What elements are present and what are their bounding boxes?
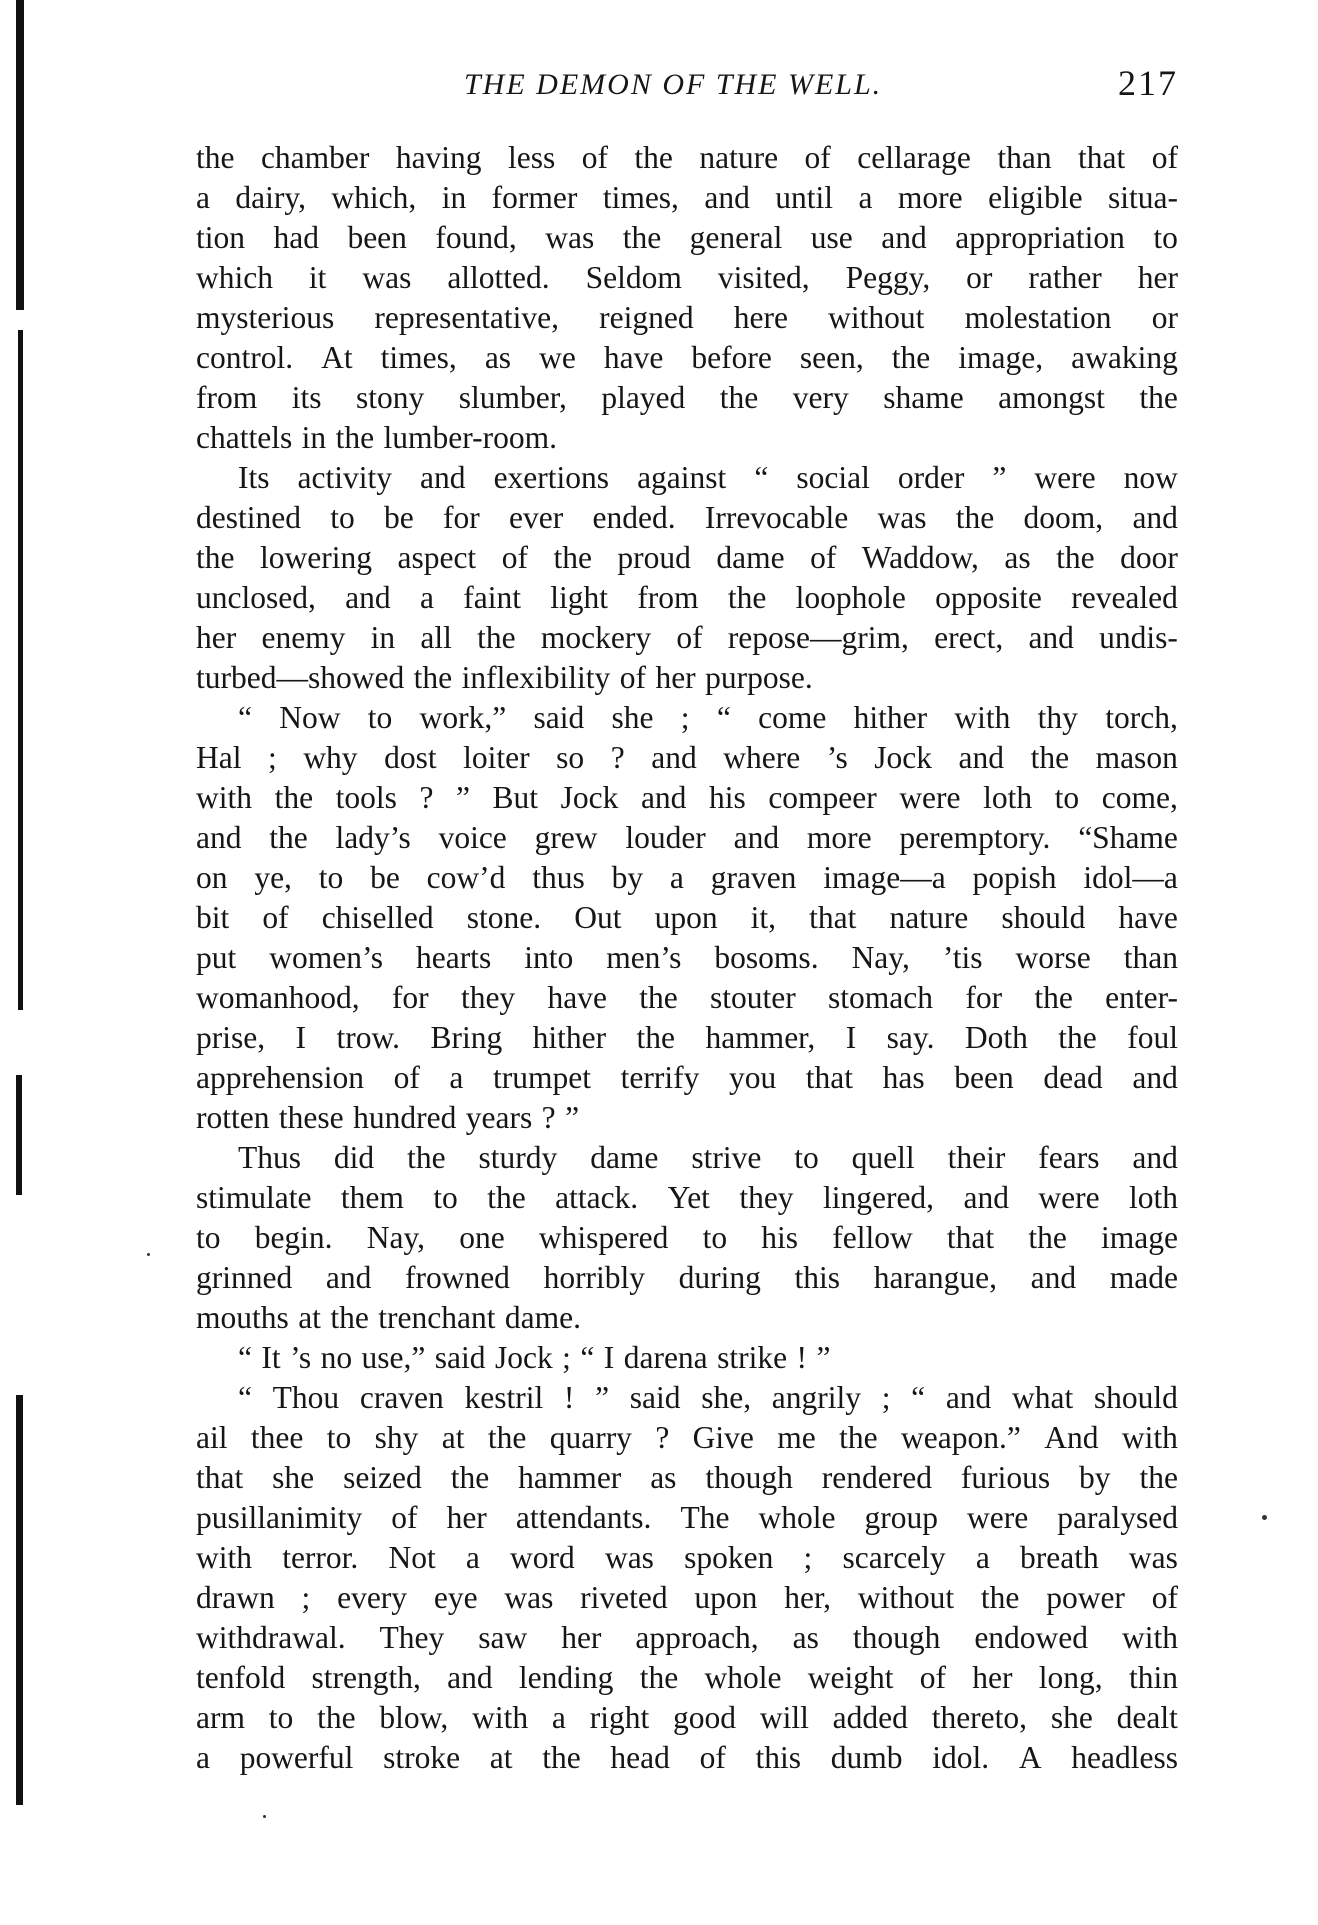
text-line: “ Now to work,” said she ; “ come hither with thy torch, bbox=[238, 700, 1178, 735]
text-line: mouths at the trenchant dame. bbox=[196, 1300, 582, 1335]
text-line: a dairy, which, in former times, and until a more eligible situa- bbox=[196, 180, 1178, 215]
text-line: on ye, to be cow’d thus by a graven image—a popish idol—a bbox=[196, 860, 1178, 895]
text-line: turbed—showed the inflexibility of her purpose. bbox=[196, 660, 813, 695]
text-line: chattels in the lumber-room. bbox=[196, 420, 557, 455]
text-line: pusillanimity of her attendants. The whole group were paralysed bbox=[196, 1500, 1178, 1535]
text-line: her enemy in all the mockery of repose—grim, erect, and undis- bbox=[196, 620, 1178, 655]
text-line: put women’s hearts into men’s bosoms. Nay, ’tis worse than bbox=[196, 940, 1178, 975]
text-line: Hal ; why dost loiter so ? and where ’s Jock and the mason bbox=[196, 740, 1178, 775]
text-line: that she seized the hammer as though rendered furious by the bbox=[196, 1460, 1178, 1495]
text-line: destined to be for ever ended. Irrevocable was the doom, and bbox=[196, 500, 1178, 535]
binding-shadow-bottom bbox=[16, 1395, 23, 1805]
text-line: a powerful stroke at the head of this dumb idol. A headless bbox=[196, 1740, 1178, 1775]
text-line: apprehension of a trumpet terrify you that has been dead and bbox=[196, 1060, 1178, 1095]
text-line: drawn ; every eye was riveted upon her, without the power of bbox=[196, 1580, 1178, 1615]
binding-edge bbox=[4, 0, 30, 1925]
text-line: womanhood, for they have the stouter stomach for the enter- bbox=[196, 980, 1178, 1015]
text-line: the lowering aspect of the proud dame of Waddow, as the door bbox=[196, 540, 1178, 575]
running-title: THE DEMON OF THE WELL. bbox=[464, 68, 883, 101]
text-line: arm to the blow, with a right good will added thereto, she dealt bbox=[196, 1700, 1178, 1735]
body-text bbox=[196, 138, 1178, 1778]
paper-speck bbox=[263, 1815, 266, 1818]
binding-shadow-middle bbox=[18, 330, 23, 1010]
text-line: control. At times, as we have before seen, the image, awaking bbox=[196, 340, 1178, 375]
text-line: unclosed, and a faint light from the loophole opposite revealed bbox=[196, 580, 1178, 615]
text-line: Thus did the sturdy dame strive to quell their fears and bbox=[238, 1140, 1178, 1175]
text-line: withdrawal. They saw her approach, as though endowed with bbox=[196, 1620, 1178, 1655]
text-line: from its stony slumber, played the very shame amongst the bbox=[196, 380, 1178, 415]
text-line: mysterious representative, reigned here without molestation or bbox=[196, 300, 1178, 335]
text-line: which it was allotted. Seldom visited, Peggy, or rather her bbox=[196, 260, 1178, 295]
text-line: ail thee to shy at the quarry ? Give me the weapon.” And with bbox=[196, 1420, 1178, 1455]
text-line: tion had been found, was the general use and appropriation to bbox=[196, 220, 1178, 255]
text-line: with terror. Not a word was spoken ; scarcely a breath was bbox=[196, 1540, 1178, 1575]
paper-speck bbox=[1262, 1515, 1267, 1520]
page-number: 217 bbox=[1118, 63, 1178, 103]
text-line: to begin. Nay, one whispered to his fellow that the image bbox=[196, 1220, 1178, 1255]
text-line: grinned and frowned horribly during this harangue, and made bbox=[196, 1260, 1178, 1295]
page-header bbox=[196, 63, 1178, 118]
paper-speck bbox=[147, 1253, 150, 1256]
text-line: the chamber having less of the nature of cellarage than that of bbox=[196, 140, 1178, 175]
text-line: and the lady’s voice grew louder and more peremptory. “Shame bbox=[196, 820, 1178, 855]
text-line: Its activity and exertions against “ social order ” were now bbox=[238, 460, 1178, 495]
text-line: tenfold strength, and lending the whole weight of her long, thin bbox=[196, 1660, 1178, 1695]
text-line: prise, I trow. Bring hither the hammer, I say. Doth the foul bbox=[196, 1020, 1178, 1055]
text-line: bit of chiselled stone. Out upon it, that nature should have bbox=[196, 900, 1178, 935]
text-line: “ It ’s no use,” said Jock ; “ I darena strike ! ” bbox=[238, 1340, 831, 1375]
text-line: stimulate them to the attack. Yet they lingered, and were loth bbox=[196, 1180, 1178, 1215]
binding-shadow-top bbox=[16, 0, 24, 310]
text-line: with the tools ? ” But Jock and his compeer were loth to come, bbox=[196, 780, 1178, 815]
binding-shadow-lower bbox=[16, 1075, 22, 1195]
text-line: rotten these hundred years ? ” bbox=[196, 1100, 580, 1135]
text-line: “ Thou craven kestril ! ” said she, angrily ; “ and what should bbox=[238, 1380, 1178, 1415]
